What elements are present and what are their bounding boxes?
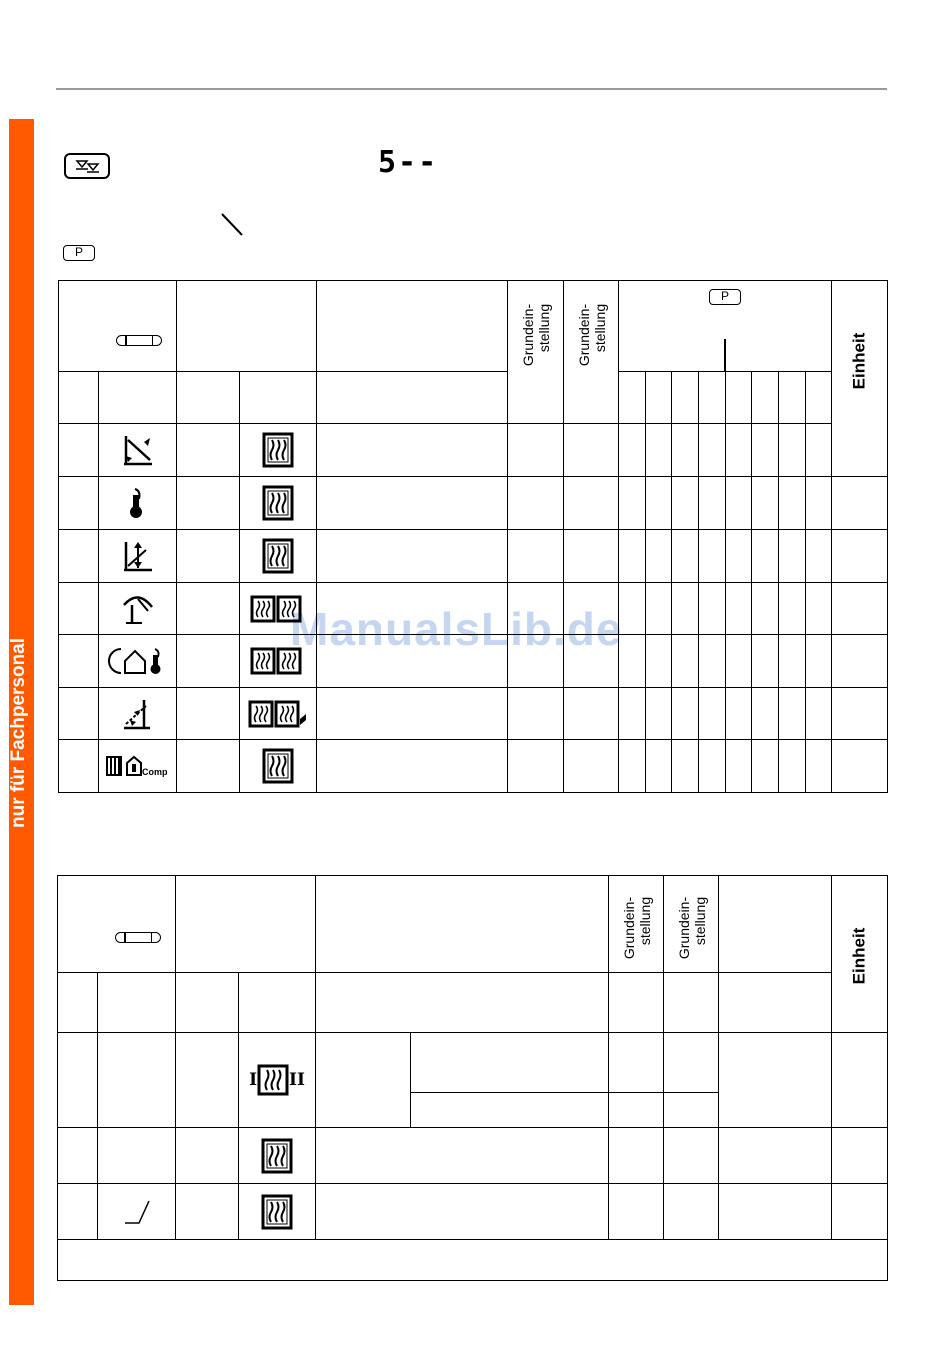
table-row: [59, 688, 888, 740]
display-pill-icon: [116, 335, 162, 346]
circuit-1-icon: [239, 1128, 316, 1184]
circuit-1-icon: [239, 1184, 316, 1240]
header-desc-cell: [317, 281, 508, 372]
parameter-table-2: [57, 875, 888, 1281]
t2-header-blank-cell: [176, 876, 316, 973]
outdoor-summer-icon: [99, 583, 177, 635]
display-code: 5--: [378, 145, 439, 180]
circuit-1-icon: [240, 424, 317, 477]
circuit-marker-left: I: [249, 1070, 258, 1090]
table-row: [59, 424, 888, 477]
t2-unit-header: [832, 876, 888, 1033]
circuit-1-icon: [240, 740, 317, 793]
menu-key-icon[interactable]: [64, 153, 110, 179]
comp-label: Comp: [141, 767, 167, 777]
circuit-1-icon: [240, 477, 317, 530]
thermometer-icon: [99, 477, 177, 530]
p-key-button[interactable]: P: [63, 245, 95, 261]
t1-unit-label: Einheit: [848, 332, 868, 390]
t1-default-header-1: [508, 281, 564, 424]
ramp-icon: [98, 1184, 176, 1240]
table-row: [59, 635, 888, 688]
table-row: [58, 1184, 888, 1240]
t2-unit-label: Einheit: [848, 927, 868, 985]
table-footer-row: [58, 1240, 888, 1281]
display-symbol-cell: [59, 281, 177, 372]
sidebar-label: nur für Fachpersonal: [8, 637, 29, 828]
slash-mark: [220, 212, 246, 238]
t1-p-header-cell: [619, 281, 832, 372]
circuit-1-2-icon: [240, 583, 317, 635]
night-house-temp-icon: [99, 635, 177, 688]
circuit-1-2-arrow-icon: [240, 688, 317, 740]
watermark: ManualsLib.de: [290, 603, 623, 655]
parameter-table-1: [58, 280, 888, 793]
t2-display-pill-icon: [115, 932, 161, 943]
t1-p-divider: [724, 339, 726, 372]
t1-p-key[interactable]: P: [709, 289, 741, 305]
circuit-1-2-icon: [240, 635, 317, 688]
curve-parallel-shift-icon: [99, 688, 177, 740]
t2-default-header-2: [664, 876, 719, 973]
t1-default-header-2: [564, 281, 619, 424]
table-row: [59, 740, 888, 793]
t1-unit-header: [832, 281, 888, 477]
heating-curve-level-icon: [99, 530, 177, 583]
t2-default-label-2: Grundein- stellung: [675, 896, 708, 960]
table-row: [59, 530, 888, 583]
radiator-comp-icon: [99, 740, 177, 793]
circuit-marker-right: II: [289, 1070, 305, 1090]
table-row: [58, 1033, 888, 1093]
t2-range-header: [719, 876, 832, 973]
table-row: [59, 583, 888, 635]
t2-display-symbol-cell: [58, 876, 176, 973]
table-row: [58, 1128, 888, 1184]
heating-curve-slope-icon: [99, 424, 177, 477]
t1-default-label-2: Grundein- stellung: [575, 303, 608, 367]
top-rule: [56, 88, 887, 90]
header-blank-cell: [177, 281, 317, 372]
circuit-1-2-marker-icon: [239, 1033, 316, 1128]
t2-default-label-1: Grundein- stellung: [620, 896, 653, 960]
circuit-1-icon: [240, 530, 317, 583]
t1-default-label-1: Grundein- stellung: [519, 303, 552, 367]
t2-header-desc-cell: [316, 876, 609, 973]
table-row: [59, 477, 888, 530]
